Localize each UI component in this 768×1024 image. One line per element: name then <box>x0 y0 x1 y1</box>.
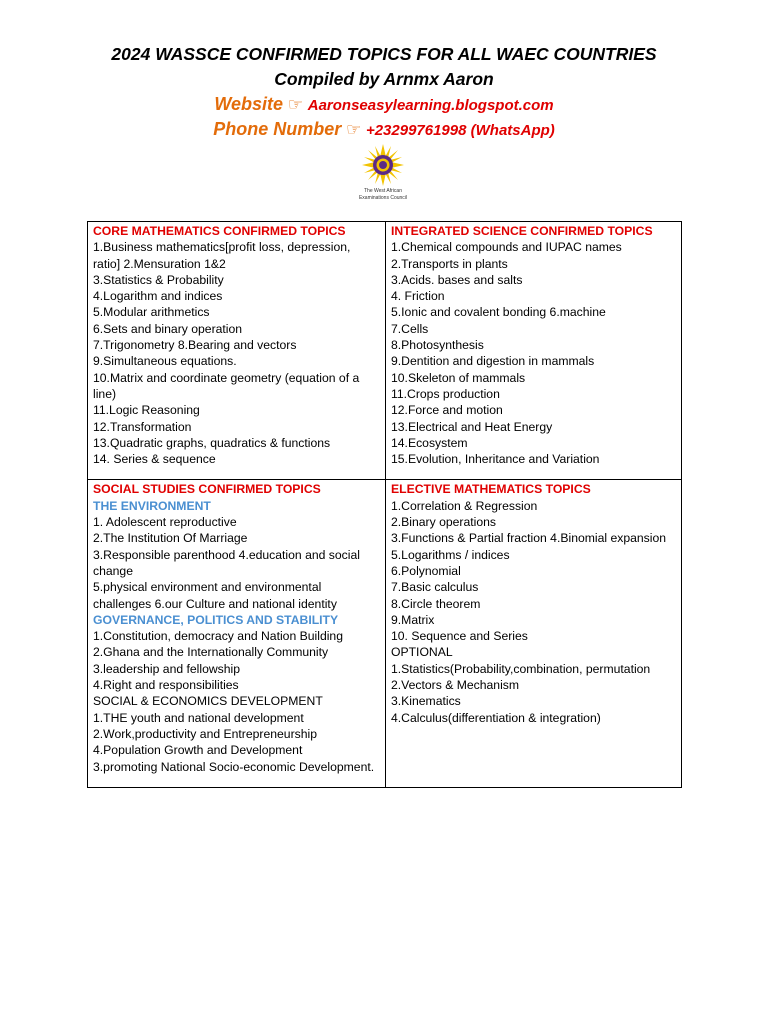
list-item: 3.Statistics & Probability <box>93 272 224 287</box>
list-item: 4.Population Growth and Development <box>93 743 303 758</box>
optional-list <box>391 661 676 726</box>
list-item: 9.Matrix <box>391 612 435 627</box>
list-item: 1.THE youth and national development <box>93 710 304 725</box>
table-row <box>88 222 682 480</box>
social-studies-heading: SOCIAL STUDIES CONFIRMED TOPICS <box>93 482 321 497</box>
core-math-cell <box>88 222 386 480</box>
pointing-hand-icon: ☞ <box>287 95 304 114</box>
list-item: 10.Skeleton of mammals <box>391 370 526 385</box>
list-item: 14. Series & sequence <box>93 452 216 467</box>
core-math-list <box>93 239 380 467</box>
list-item: 3.Responsible parenthood 4.education and social change <box>93 547 360 578</box>
website-label: Website <box>214 94 284 114</box>
list-item: 5.Ionic and covalent bonding 6.machine <box>391 305 606 320</box>
list-item: 14.Ecosystem <box>391 435 468 450</box>
elective-math-cell <box>386 480 682 787</box>
governance-heading: GOVERNANCE, POLITICS AND STABILITY <box>93 612 339 627</box>
integrated-science-heading: INTEGRATED SCIENCE CONFIRMED TOPICS <box>391 224 653 238</box>
list-item: 13.Electrical and Heat Energy <box>391 419 553 434</box>
list-item: 4. Friction <box>391 289 445 304</box>
topics-table <box>87 221 682 788</box>
list-item: 6.Sets and binary operation <box>93 321 243 336</box>
elective-math-heading: ELECTIVE MATHEMATICS TOPICS <box>391 482 591 497</box>
list-item: 2.Binary operations <box>391 515 497 530</box>
list-item: 2.The Institution Of Marriage <box>93 531 248 546</box>
social-studies-cell <box>88 480 386 787</box>
governance-list <box>93 628 380 693</box>
integrated-science-list <box>391 239 676 467</box>
waec-logo <box>338 143 428 211</box>
phone-label: Phone Number <box>213 119 342 139</box>
list-item: 2.Work,productivity and Entrepreneurship <box>93 726 318 741</box>
list-item: 7.Trigonometry 8.Bearing and vectors <box>93 338 297 353</box>
list-item: 3.Acids. bases and salts <box>391 272 523 287</box>
page-title: 2024 WASSCE CONFIRMED TOPICS FOR ALL WAEC COUNTRIES <box>111 44 657 64</box>
list-item: 1.Business mathematics[profit loss, depression, ratio] 2.Mensuration 1&2 <box>93 240 351 271</box>
list-item: 3.Functions & Partial fraction 4.Binomial expansion <box>391 531 667 546</box>
list-item: 2.Ghana and the Internationally Community <box>93 645 329 660</box>
waec-emblem-icon <box>361 143 405 187</box>
list-item: 1. Adolescent reproductive <box>93 515 237 530</box>
list-item: 15.Evolution, Inheritance and Variation <box>391 452 600 467</box>
list-item: 3.promoting National Socio-economic Development. <box>93 759 375 774</box>
list-item: 4.Logarithm and indices <box>93 289 223 304</box>
list-item: 3.Kinematics <box>391 694 461 709</box>
list-item: 7.Cells <box>391 321 429 336</box>
list-item: 1.Statistics(Probability,combination, permutation <box>391 661 651 676</box>
list-item: 7.Basic calculus <box>391 580 479 595</box>
list-item: 8.Circle theorem <box>391 596 481 611</box>
list-item: 10.Matrix and coordinate geometry (equation of a line) <box>93 370 360 401</box>
list-item: 5.physical environment and environmental challenges 6.our Culture and national identity <box>93 580 337 611</box>
list-item: 5.Logarithms / indices <box>391 547 510 562</box>
development-heading: SOCIAL & ECONOMICS DEVELOPMENT <box>93 694 323 709</box>
list-item: 1.Constitution, democracy and Nation Building <box>93 629 343 644</box>
list-item: 11.Logic Reasoning <box>93 403 200 418</box>
logo-caption-2: Examinations Council <box>358 195 408 201</box>
phone-number[interactable]: +23299761998 (WhatsApp) <box>365 122 555 139</box>
list-item: 8.Photosynthesis <box>391 338 484 353</box>
page-subtitle: Compiled by Arnmx Aaron <box>274 69 494 89</box>
website-line <box>0 93 768 117</box>
environment-list <box>93 514 380 612</box>
list-item: 9.Simultaneous equations. <box>93 354 237 369</box>
website-link[interactable]: Aaronseasylearning.blogspot.com <box>307 97 554 114</box>
list-item: 3.leadership and fellowship <box>93 661 241 676</box>
list-item: 2.Vectors & Mechanism <box>391 678 520 693</box>
development-list <box>93 710 380 775</box>
list-item: 1.Chemical compounds and IUPAC names <box>391 240 622 255</box>
core-math-heading: CORE MATHEMATICS CONFIRMED TOPICS <box>93 224 346 238</box>
list-item: 9.Dentition and digestion in mammals <box>391 354 595 369</box>
list-item: 4.Right and responsibilities <box>93 678 239 693</box>
list-item: 12.Force and motion <box>391 403 503 418</box>
logo-caption-1: The West African <box>364 188 402 194</box>
table-row <box>88 480 682 787</box>
elective-math-list <box>391 498 676 645</box>
optional-heading: OPTIONAL <box>391 645 453 660</box>
list-item: 2.Transports in plants <box>391 256 508 271</box>
list-item: 4.Calculus(differentiation & integration) <box>391 710 601 725</box>
list-item: 10. Sequence and Series <box>391 629 528 644</box>
list-item: 12.Transformation <box>93 419 192 434</box>
integrated-science-cell <box>386 222 682 480</box>
list-item: 11.Crops production <box>391 386 500 401</box>
phone-line <box>0 118 768 142</box>
environment-heading: THE ENVIRONMENT <box>93 498 211 513</box>
list-item: 13.Quadratic graphs, quadratics & functions <box>93 435 331 450</box>
pointing-hand-icon: ☞ <box>345 120 362 139</box>
list-item: 1.Correlation & Regression <box>391 498 538 513</box>
list-item: 5.Modular arithmetics <box>93 305 210 320</box>
list-item: 6.Polynomial <box>391 563 461 578</box>
